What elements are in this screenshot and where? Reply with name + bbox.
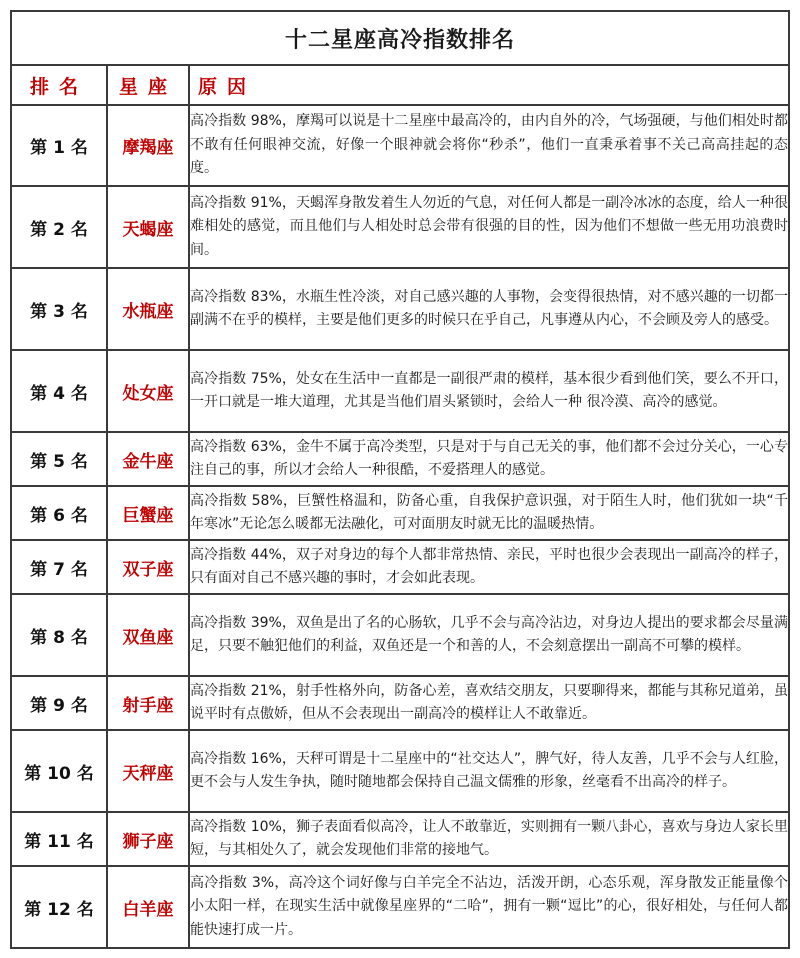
rank-label: 第 11 名 [11,812,107,866]
reason-text: 高冷指数 10%，狮子表面看似高冷，让人不敢靠近，实则拥有一颗八卦心，喜欢与身边人家长里短，与其相处久了，就会发现他们非常的接地气。 [189,812,789,866]
zodiac-sign-name: 双鱼座 [107,594,189,676]
zodiac-sign-name: 白羊座 [107,866,189,948]
rank-label: 第 8 名 [11,594,107,676]
rank-label: 第 1 名 [11,105,107,186]
header-reason: 原因 [189,65,789,105]
table-row [11,105,789,186]
table-row [11,186,789,268]
reason-text: 高冷指数 21%，射手性格外向，防备心差，喜欢结交朋友，只要聊得来，都能与其称兄道弟，虽说平时有点傲娇，但从不会表现出一副高冷的模样让人不敢靠近。 [189,676,789,730]
table-row [11,676,789,730]
table-row [11,594,789,676]
header-rank: 排名 [11,65,107,105]
reason-text: 高冷指数 83%，水瓶生性冷淡，对自己感兴趣的人事物，会变得很热情，对不感兴趣的一切都一副满不在乎的模样，主要是他们更多的时候只在乎自己，凡事遵从内心，不会顾及旁人的感受。 [189,268,789,350]
rank-label: 第 9 名 [11,676,107,730]
zodiac-sign-name: 天蝎座 [107,186,189,268]
table-title: 十二星座高冷指数排名 [11,11,789,65]
reason-text: 高冷指数 16%，天秤可谓是十二星座中的“社交达人”，脾气好，待人友善，几乎不会与人红脸，更不会与人发生争执，随时随地都会保持自己温文儒雅的形象，丝毫看不出高冷的样子。 [189,730,789,812]
reason-text: 高冷指数 98%，摩羯可以说是十二星座中最高冷的，由内自外的冷，气场强硬，与他们相处时都不敢有任何眼神交流，好像一个眼神就会将你“秒杀”，他们一直秉承着事不关己高高挂起的态度。 [189,105,789,186]
rank-label: 第 3 名 [11,268,107,350]
rank-label: 第 5 名 [11,432,107,486]
reason-text: 高冷指数 39%，双鱼是出了名的心肠软，几乎不会与高冷沾边，对身边人提出的要求都会尽量满足，只要不触犯他们的利益，双鱼还是一个和善的人，不会刻意摆出一副高不可攀的模样。 [189,594,789,676]
table-body [11,105,789,948]
zodiac-sign-name: 双子座 [107,540,189,594]
rank-label: 第 10 名 [11,730,107,812]
reason-text: 高冷指数 58%，巨蟹性格温和，防备心重，自我保护意识强，对于陌生人时，他们犹如一块“千年寒冰”无论怎么暖都无法融化，可对面朋友时就无比的温暖热情。 [189,486,789,540]
table-row [11,812,789,866]
table-row [11,486,789,540]
zodiac-sign-name: 射手座 [107,676,189,730]
zodiac-sign-name: 水瓶座 [107,268,189,350]
table-row [11,540,789,594]
zodiac-sign-name: 金牛座 [107,432,189,486]
table-row [11,350,789,432]
header-row [11,65,789,105]
rank-label: 第 12 名 [11,866,107,948]
zodiac-sign-name: 天秤座 [107,730,189,812]
rank-label: 第 2 名 [11,186,107,268]
rank-label: 第 4 名 [11,350,107,432]
table-row [11,432,789,486]
title-row [11,11,789,65]
rank-label: 第 7 名 [11,540,107,594]
reason-text: 高冷指数 3%，高冷这个词好像与白羊完全不沾边，活泼开朗，心态乐观，浑身散发正能量像个小太阳一样，在现实生活中就像星座界的“二哈”，拥有一颗“逗比”的心，很好相处，与任何人都能快速打成一片。 [189,866,789,948]
table-row [11,866,789,948]
reason-text: 高冷指数 75%，处女在生活中一直都是一副很严肃的模样，基本很少看到他们笑，要么不开口，一开口就是一堆大道理，尤其是当他们眉头紧锁时，会给人一种 很冷漠、高冷的感觉。 [189,350,789,432]
rank-label: 第 6 名 [11,486,107,540]
zodiac-sign-name: 处女座 [107,350,189,432]
ranking-table [10,10,790,949]
reason-text: 高冷指数 44%，双子对身边的每个人都非常热情、亲民，平时也很少会表现出一副高冷的样子，只有面对自己不感兴趣的事时，才会如此表现。 [189,540,789,594]
zodiac-sign-name: 摩羯座 [107,105,189,186]
table-row [11,268,789,350]
zodiac-sign-name: 狮子座 [107,812,189,866]
reason-text: 高冷指数 63%，金牛不属于高冷类型，只是对于与自己无关的事，他们都不会过分关心，一心专注自己的事，所以才会给人一种很酷，不爱搭理人的感觉。 [189,432,789,486]
table-row [11,730,789,812]
reason-text: 高冷指数 91%，天蝎浑身散发着生人勿近的气息，对任何人都是一副冷冰冰的态度，给人一种很难相处的感觉，而且他们与人相处时总会带有很强的目的性，因为他们不想做一些无用功浪费时间。 [189,186,789,268]
zodiac-sign-name: 巨蟹座 [107,486,189,540]
header-sign: 星座 [107,65,189,105]
